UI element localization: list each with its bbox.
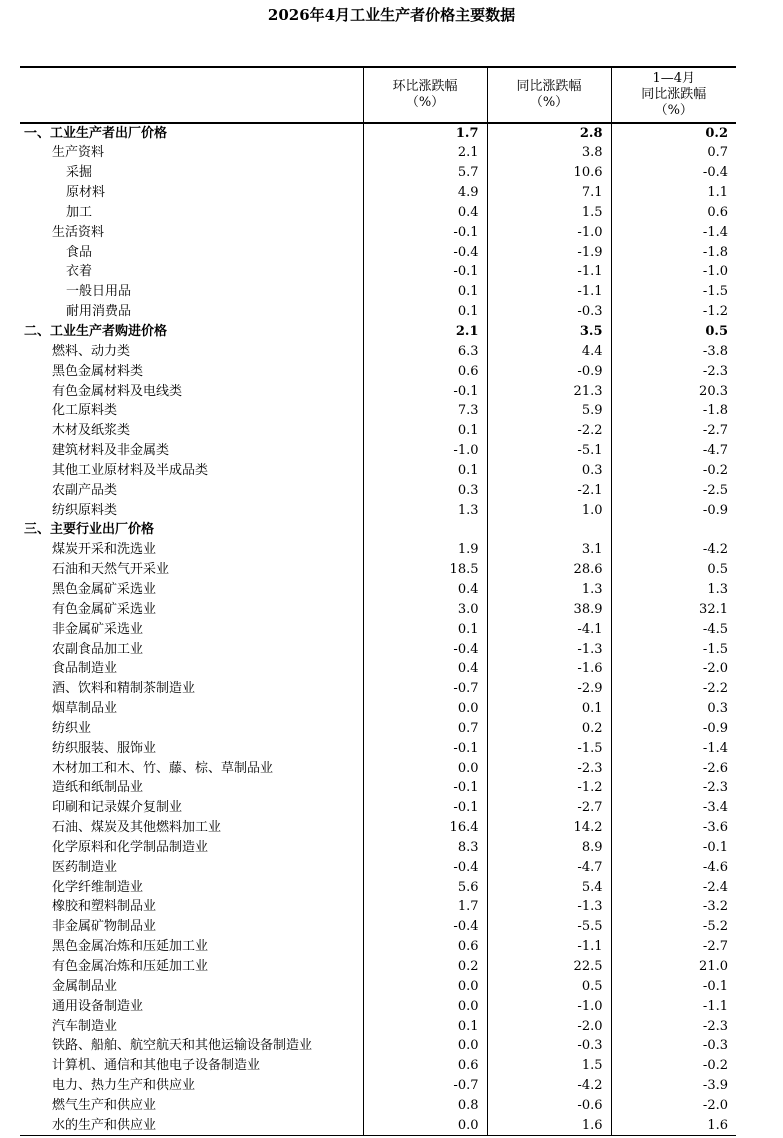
row-yoy-value: -0.6	[487, 1096, 611, 1116]
row-yoy-value: 38.9	[487, 599, 611, 619]
row-ytd-value: 0.5	[611, 560, 736, 580]
row-label: 非金属矿物制品业	[52, 919, 157, 935]
header-mom	[363, 67, 487, 123]
table-row	[20, 143, 736, 163]
row-ytd-value: -1.8	[611, 242, 736, 262]
table-row	[20, 838, 736, 858]
row-ytd-value: -1.0	[611, 262, 736, 282]
row-ytd-value: -0.9	[611, 500, 736, 520]
row-mom-value: -0.7	[363, 1076, 487, 1096]
header-yoy-unit: （%）	[529, 95, 569, 110]
row-ytd-value: -2.3	[611, 361, 736, 381]
row-yoy-value: -2.1	[487, 480, 611, 500]
row-label: 电力、热力生产和供应业	[52, 1078, 196, 1094]
row-yoy-value: -4.1	[487, 619, 611, 639]
row-ytd-value: 32.1	[611, 599, 736, 619]
row-label: 加工	[66, 204, 93, 220]
row-mom-value: 0.0	[363, 1036, 487, 1056]
table-row	[20, 917, 736, 937]
row-yoy-value: 22.5	[487, 957, 611, 977]
row-yoy-value: -4.2	[487, 1076, 611, 1096]
row-mom-value: 16.4	[363, 818, 487, 838]
row-mom-value: 0.1	[363, 302, 487, 322]
header-yoy-label: 同比涨跌幅	[516, 79, 582, 94]
header-ytd	[611, 67, 736, 123]
table-row	[20, 421, 736, 441]
row-yoy-value: 5.4	[487, 877, 611, 897]
table-row	[20, 441, 736, 461]
row-ytd-value: -1.4	[611, 738, 736, 758]
row-ytd-value: -2.3	[611, 1016, 736, 1036]
table-row	[20, 222, 736, 242]
row-ytd-value: 21.0	[611, 957, 736, 977]
row-label: 燃料、动力类	[52, 343, 131, 359]
table-row	[20, 738, 736, 758]
row-label: 一般日用品	[66, 284, 132, 300]
row-mom-value: 2.1	[363, 143, 487, 163]
table-row	[20, 461, 736, 481]
table-row	[20, 381, 736, 401]
table-row	[20, 877, 736, 897]
row-ytd-value: 1.1	[611, 183, 736, 203]
row-yoy-value: 0.2	[487, 718, 611, 738]
table-row	[20, 778, 736, 798]
row-mom-value: 6.3	[363, 341, 487, 361]
row-yoy-value: 3.8	[487, 143, 611, 163]
row-ytd-value: -1.2	[611, 302, 736, 322]
row-ytd-value	[611, 520, 736, 540]
header-mom-unit: （%）	[405, 95, 445, 110]
row-label: 橡胶和塑料制品业	[52, 899, 157, 915]
row-mom-value: 0.0	[363, 699, 487, 719]
row-ytd-value: -4.6	[611, 857, 736, 877]
row-mom-value: 2.1	[363, 322, 487, 342]
row-mom-value: 0.1	[363, 282, 487, 302]
row-yoy-value: -5.5	[487, 917, 611, 937]
row-yoy-value: -4.7	[487, 857, 611, 877]
row-yoy-value: -0.3	[487, 302, 611, 322]
table-header-row	[20, 67, 736, 123]
row-yoy-value: 3.1	[487, 540, 611, 560]
row-ytd-value: -2.3	[611, 778, 736, 798]
table-row	[20, 500, 736, 520]
row-ytd-value: 0.5	[611, 322, 736, 342]
table-row	[20, 937, 736, 957]
row-label: 煤炭开采和洗选业	[52, 542, 157, 558]
table-row	[20, 1056, 736, 1076]
row-yoy-value: 1.6	[487, 1115, 611, 1135]
row-ytd-value: -1.4	[611, 222, 736, 242]
row-mom-value: 1.7	[363, 897, 487, 917]
row-label: 生产资料	[52, 145, 105, 161]
row-label: 计算机、通信和其他电子设备制造业	[52, 1058, 261, 1074]
table-row	[20, 1076, 736, 1096]
row-yoy-value: 0.1	[487, 699, 611, 719]
row-mom-value: -0.4	[363, 857, 487, 877]
row-ytd-value: -0.9	[611, 718, 736, 738]
table-row	[20, 718, 736, 738]
header-ytd-unit: （%）	[654, 103, 693, 118]
row-label: 纺织原料类	[52, 502, 118, 518]
row-yoy-value: -2.9	[487, 679, 611, 699]
row-yoy-value: -0.9	[487, 361, 611, 381]
table-row	[20, 639, 736, 659]
table-row	[20, 361, 736, 381]
header-category	[20, 67, 363, 123]
row-label: 金属制品业	[52, 978, 118, 994]
table-row	[20, 679, 736, 699]
row-mom-value: 7.3	[363, 401, 487, 421]
table-row	[20, 619, 736, 639]
row-yoy-value: 7.1	[487, 183, 611, 203]
row-label: 化学纤维制造业	[52, 879, 144, 895]
header-ytd-period: 1—4月	[652, 71, 696, 86]
row-yoy-value: -2.0	[487, 1016, 611, 1036]
row-mom-value: 1.7	[363, 123, 487, 143]
row-mom-value: 4.9	[363, 183, 487, 203]
row-mom-value: -0.1	[363, 262, 487, 282]
row-mom-value: 5.7	[363, 163, 487, 183]
row-label: 食品	[66, 244, 93, 260]
table-row	[20, 798, 736, 818]
row-mom-value: -0.1	[363, 778, 487, 798]
row-mom-value: -0.4	[363, 639, 487, 659]
row-label: 印刷和记录媒介复制业	[52, 800, 183, 816]
row-ytd-value: -0.2	[611, 1056, 736, 1076]
section-row	[20, 322, 736, 342]
row-label: 衣着	[66, 264, 93, 280]
row-mom-value: 0.4	[363, 580, 487, 600]
row-ytd-value: -4.5	[611, 619, 736, 639]
row-mom-value: 0.0	[363, 758, 487, 778]
row-mom-value: 0.1	[363, 1016, 487, 1036]
row-label: 其他工业原材料及半成品类	[52, 462, 209, 478]
row-yoy-value	[487, 520, 611, 540]
row-label: 二、工业生产者购进价格	[24, 324, 168, 340]
row-label: 铁路、船舶、航空航天和其他运输设备制造业	[52, 1038, 313, 1054]
row-ytd-value: -0.4	[611, 163, 736, 183]
row-yoy-value: 1.3	[487, 580, 611, 600]
table-row	[20, 282, 736, 302]
row-ytd-value: -2.5	[611, 480, 736, 500]
row-label: 建筑材料及非金属类	[52, 443, 170, 459]
row-mom-value: 0.0	[363, 996, 487, 1016]
row-ytd-value: -5.2	[611, 917, 736, 937]
row-ytd-value: -3.6	[611, 818, 736, 838]
row-label: 汽车制造业	[52, 1018, 118, 1034]
row-yoy-value: -0.3	[487, 1036, 611, 1056]
row-yoy-value: 3.5	[487, 322, 611, 342]
row-yoy-value: 28.6	[487, 560, 611, 580]
row-ytd-value: -4.7	[611, 441, 736, 461]
row-yoy-value: -1.1	[487, 282, 611, 302]
table-row	[20, 580, 736, 600]
row-label: 烟草制品业	[52, 701, 118, 717]
row-label: 生活资料	[52, 224, 105, 240]
table-row	[20, 599, 736, 619]
section-row	[20, 520, 736, 540]
table-row	[20, 242, 736, 262]
row-ytd-value: 0.6	[611, 203, 736, 223]
row-ytd-value: -0.1	[611, 838, 736, 858]
row-ytd-value: -2.2	[611, 679, 736, 699]
row-label: 有色金属材料及电线类	[52, 383, 183, 399]
header-yoy	[487, 67, 611, 123]
table-row	[20, 341, 736, 361]
section-row	[20, 123, 736, 143]
row-mom-value: 0.0	[363, 976, 487, 996]
table-row	[20, 659, 736, 679]
table-row	[20, 1036, 736, 1056]
row-ytd-value: -3.2	[611, 897, 736, 917]
row-ytd-value: -1.5	[611, 639, 736, 659]
row-mom-value: 0.2	[363, 957, 487, 977]
table-row	[20, 699, 736, 719]
row-ytd-value: -0.1	[611, 976, 736, 996]
row-label: 黑色金属材料类	[52, 363, 144, 379]
row-label: 纺织业	[52, 720, 92, 736]
row-label: 农副食品加工业	[52, 641, 144, 657]
row-label: 食品制造业	[52, 661, 118, 677]
header-ytd-label: 同比涨跌幅	[641, 87, 707, 102]
row-mom-value: 0.4	[363, 203, 487, 223]
row-label: 燃气生产和供应业	[52, 1097, 157, 1113]
row-ytd-value: -1.8	[611, 401, 736, 421]
row-yoy-value: 10.6	[487, 163, 611, 183]
row-label: 三、主要行业出厂价格	[24, 522, 155, 538]
row-label: 化工原料类	[52, 403, 118, 419]
row-ytd-value: 1.3	[611, 580, 736, 600]
row-ytd-value: -2.7	[611, 421, 736, 441]
row-label: 采掘	[66, 165, 93, 181]
row-mom-value: 0.4	[363, 659, 487, 679]
table-row	[20, 1016, 736, 1036]
row-label: 黑色金属矿采选业	[52, 581, 157, 597]
row-yoy-value: 21.3	[487, 381, 611, 401]
row-mom-value: -0.1	[363, 381, 487, 401]
row-yoy-value: 2.8	[487, 123, 611, 143]
table-row	[20, 996, 736, 1016]
row-mom-value: -0.1	[363, 222, 487, 242]
row-label: 造纸和纸制品业	[52, 780, 144, 796]
row-yoy-value: -1.0	[487, 222, 611, 242]
row-yoy-value: -1.1	[487, 937, 611, 957]
row-label: 耐用消费品	[66, 304, 132, 320]
row-label: 石油和天然气开采业	[52, 562, 170, 578]
row-mom-value	[363, 520, 487, 540]
row-yoy-value: 1.0	[487, 500, 611, 520]
row-label: 有色金属冶炼和压延加工业	[52, 959, 209, 975]
table-row	[20, 183, 736, 203]
row-yoy-value: -2.3	[487, 758, 611, 778]
row-yoy-value: -5.1	[487, 441, 611, 461]
row-yoy-value: 1.5	[487, 1056, 611, 1076]
table-row	[20, 302, 736, 322]
row-yoy-value: 0.3	[487, 461, 611, 481]
row-mom-value: 0.1	[363, 461, 487, 481]
row-yoy-value: -1.5	[487, 738, 611, 758]
row-label: 化学原料和化学制品制造业	[52, 839, 209, 855]
row-mom-value: -0.1	[363, 738, 487, 758]
table-row	[20, 758, 736, 778]
row-yoy-value: -1.3	[487, 639, 611, 659]
row-ytd-value: -3.9	[611, 1076, 736, 1096]
row-label: 木材及纸浆类	[52, 423, 131, 439]
row-ytd-value: 0.3	[611, 699, 736, 719]
row-ytd-value: -3.8	[611, 341, 736, 361]
row-mom-value: 0.0	[363, 1115, 487, 1135]
row-yoy-value: -1.2	[487, 778, 611, 798]
row-yoy-value: 5.9	[487, 401, 611, 421]
row-yoy-value: -2.2	[487, 421, 611, 441]
row-ytd-value: 0.7	[611, 143, 736, 163]
row-yoy-value: -1.9	[487, 242, 611, 262]
table-row	[20, 163, 736, 183]
table-row	[20, 1115, 736, 1135]
row-ytd-value: -1.5	[611, 282, 736, 302]
row-label: 一、工业生产者出厂价格	[24, 126, 168, 141]
row-ytd-value: 20.3	[611, 381, 736, 401]
row-label: 酒、饮料和精制茶制造业	[52, 681, 196, 697]
row-mom-value: 1.9	[363, 540, 487, 560]
row-label: 水的生产和供应业	[20, 1115, 363, 1135]
row-ytd-value: -0.3	[611, 1036, 736, 1056]
ppi-data-table	[20, 66, 736, 1136]
table-body	[20, 123, 736, 1135]
row-label: 农副产品类	[52, 482, 118, 498]
row-mom-value: 0.6	[363, 937, 487, 957]
row-yoy-value: -1.6	[487, 659, 611, 679]
row-mom-value: 3.0	[363, 599, 487, 619]
row-yoy-value: -2.7	[487, 798, 611, 818]
table-row	[20, 976, 736, 996]
row-mom-value: -0.7	[363, 679, 487, 699]
row-label: 黑色金属冶炼和压延加工业	[52, 939, 209, 955]
row-mom-value: 0.6	[363, 1056, 487, 1076]
row-yoy-value: 1.5	[487, 203, 611, 223]
row-ytd-value: -1.1	[611, 996, 736, 1016]
row-ytd-value: -2.0	[611, 659, 736, 679]
row-label: 纺织服装、服饰业	[52, 740, 157, 756]
row-mom-value: 0.1	[363, 421, 487, 441]
row-yoy-value: 14.2	[487, 818, 611, 838]
row-mom-value: 0.3	[363, 480, 487, 500]
row-mom-value: 8.3	[363, 838, 487, 858]
row-ytd-value: -2.6	[611, 758, 736, 778]
row-mom-value: 5.6	[363, 877, 487, 897]
row-mom-value: 18.5	[363, 560, 487, 580]
row-mom-value: 0.1	[363, 619, 487, 639]
row-label: 医药制造业	[52, 859, 118, 875]
row-ytd-value: -2.4	[611, 877, 736, 897]
row-yoy-value: -1.0	[487, 996, 611, 1016]
row-ytd-value: 0.2	[611, 123, 736, 143]
row-yoy-value: -1.3	[487, 897, 611, 917]
row-yoy-value: 4.4	[487, 341, 611, 361]
row-yoy-value: -1.1	[487, 262, 611, 282]
table-row	[20, 560, 736, 580]
row-label: 有色金属矿采选业	[52, 601, 157, 617]
row-ytd-value: -2.7	[611, 937, 736, 957]
table-row	[20, 1096, 736, 1116]
row-mom-value: -0.4	[363, 917, 487, 937]
table-row	[20, 401, 736, 421]
row-yoy-value: 8.9	[487, 838, 611, 858]
row-label: 通用设备制造业	[52, 998, 144, 1014]
row-mom-value: -0.1	[363, 798, 487, 818]
row-mom-value: -0.4	[363, 242, 487, 262]
table-row	[20, 897, 736, 917]
document-title: 2026年4月工业生产者价格主要数据	[267, 6, 516, 24]
table-row	[20, 262, 736, 282]
row-label: 非金属矿采选业	[52, 621, 144, 637]
row-label: 木材加工和木、竹、藤、棕、草制品业	[52, 760, 274, 776]
row-ytd-value: -3.4	[611, 798, 736, 818]
row-ytd-value: -4.2	[611, 540, 736, 560]
row-label: 石油、煤炭及其他燃料加工业	[52, 820, 222, 836]
table-row	[20, 818, 736, 838]
row-mom-value: -1.0	[363, 441, 487, 461]
row-label: 原材料	[66, 185, 106, 201]
table-row	[20, 203, 736, 223]
table-row	[20, 857, 736, 877]
row-ytd-value: -0.2	[611, 461, 736, 481]
row-ytd-value: -2.0	[611, 1096, 736, 1116]
row-mom-value: 0.7	[363, 718, 487, 738]
table-row	[20, 540, 736, 560]
row-mom-value: 0.8	[363, 1096, 487, 1116]
table-row	[20, 957, 736, 977]
row-mom-value: 0.6	[363, 361, 487, 381]
table-row	[20, 480, 736, 500]
row-mom-value: 1.3	[363, 500, 487, 520]
row-yoy-value: 0.5	[487, 976, 611, 996]
row-ytd-value: 1.6	[611, 1115, 736, 1135]
header-mom-label: 环比涨跌幅	[392, 79, 458, 94]
